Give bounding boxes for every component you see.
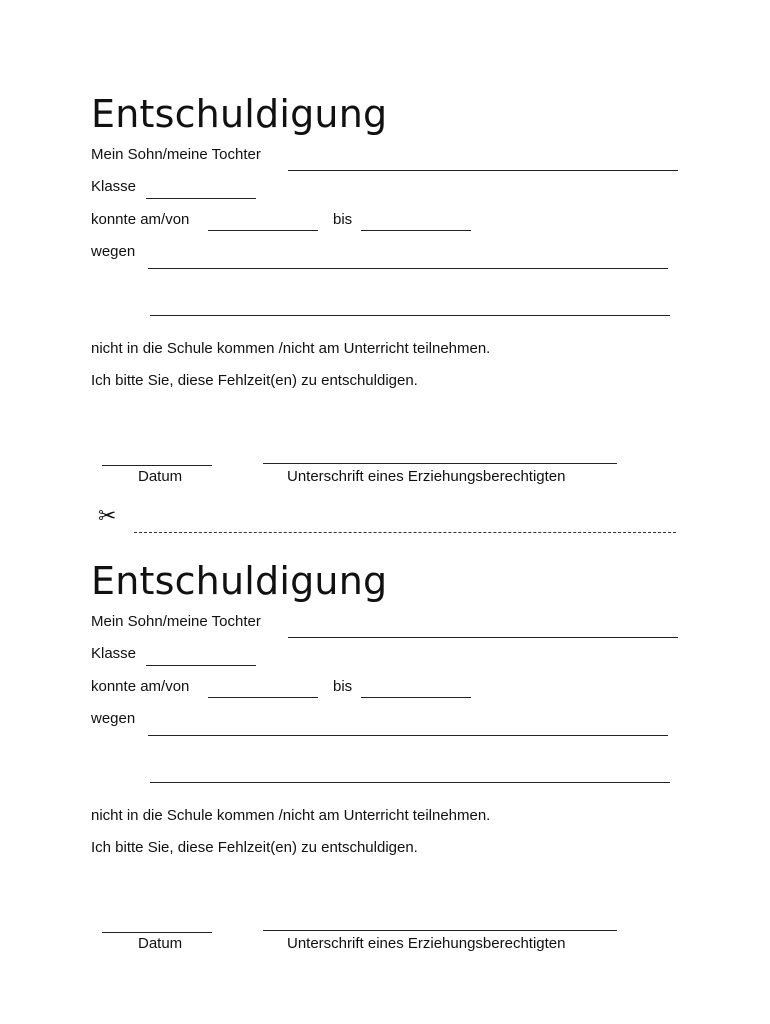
date-caption: Datum — [138, 935, 183, 952]
excuse-form-2 — [0, 467, 770, 952]
signature-caption: Unterschrift eines Erziehungsberechtigten — [287, 468, 566, 485]
reason-label: wegen — [91, 710, 136, 727]
child-name-line[interactable] — [288, 170, 678, 171]
class-line[interactable] — [146, 198, 256, 199]
form-title: Entschuldigung — [91, 92, 388, 136]
guardian-signature-line[interactable] — [263, 930, 617, 931]
date-to-line[interactable] — [361, 230, 471, 231]
date-to-label: bis — [333, 678, 353, 695]
child-label: Mein Sohn/meine Tochter — [91, 146, 261, 163]
child-name-line[interactable] — [288, 637, 678, 638]
scissors-icon: ✂ — [98, 504, 117, 529]
statement-absence: nicht in die Schule kommen /nicht am Unterricht teilnehmen. — [91, 340, 491, 357]
child-label: Mein Sohn/meine Tochter — [91, 613, 261, 630]
statement-absence: nicht in die Schule kommen /nicht am Unterricht teilnehmen. — [91, 807, 491, 824]
form-title: Entschuldigung — [91, 559, 388, 603]
class-label: Klasse — [91, 178, 137, 195]
date-from-line[interactable] — [208, 230, 318, 231]
statement-request: Ich bitte Sie, diese Fehlzeit(en) zu entschuldigen. — [91, 839, 418, 856]
date-signature-line[interactable] — [102, 465, 212, 466]
date-from-line[interactable] — [208, 697, 318, 698]
reason-line-2[interactable] — [150, 782, 670, 783]
class-line[interactable] — [146, 665, 256, 666]
signature-caption: Unterschrift eines Erziehungsberechtigten — [287, 935, 566, 952]
date-signature-line[interactable] — [102, 932, 212, 933]
date-from-label: konnte am/von — [91, 678, 190, 695]
date-caption: Datum — [138, 468, 183, 485]
reason-line-1[interactable] — [148, 268, 668, 269]
date-from-label: konnte am/von — [91, 211, 190, 228]
date-to-line[interactable] — [361, 697, 471, 698]
guardian-signature-line[interactable] — [263, 463, 617, 464]
excuse-form-1 — [0, 0, 770, 485]
reason-label: wegen — [91, 243, 136, 260]
date-to-label: bis — [333, 211, 353, 228]
reason-line-2[interactable] — [150, 315, 670, 316]
statement-request: Ich bitte Sie, diese Fehlzeit(en) zu entschuldigen. — [91, 372, 418, 389]
class-label: Klasse — [91, 645, 137, 662]
reason-line-1[interactable] — [148, 735, 668, 736]
